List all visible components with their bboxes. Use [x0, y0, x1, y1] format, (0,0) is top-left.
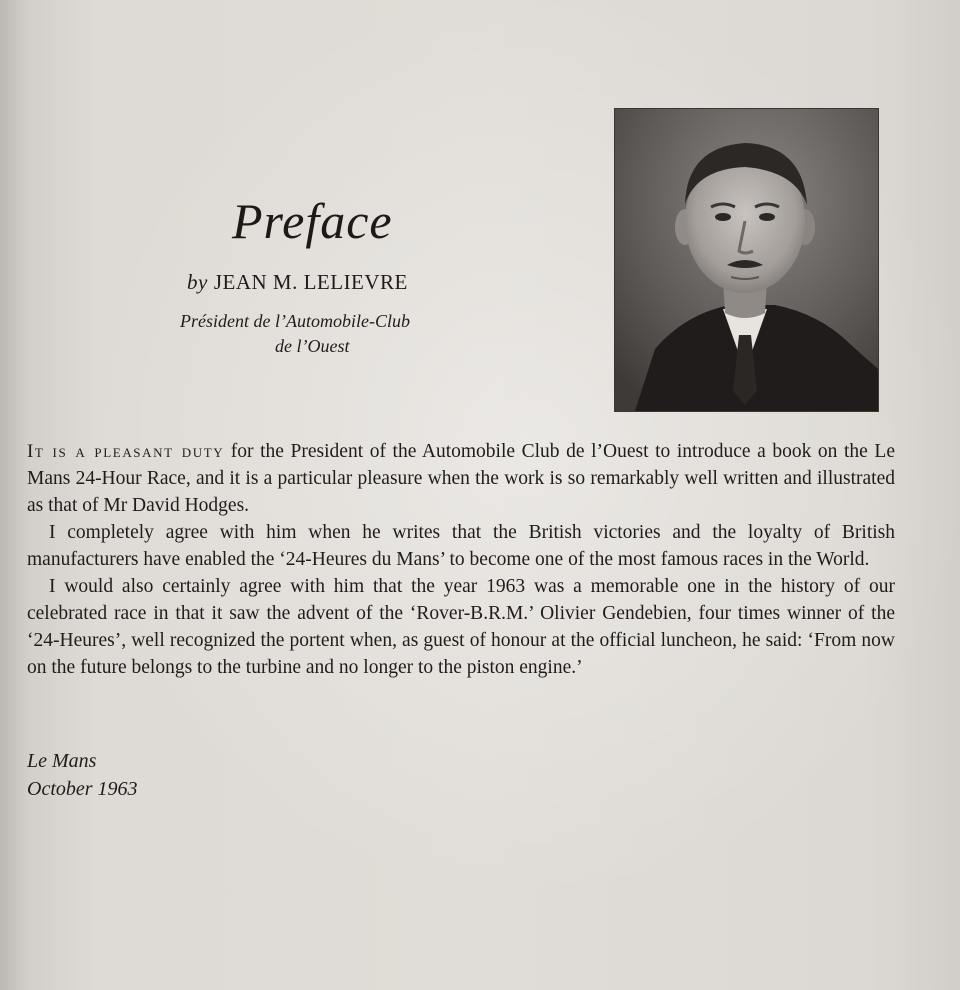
preface-heading: Preface	[232, 193, 393, 249]
author-title-line-1: Président de l’Automobile-Club	[180, 311, 410, 331]
byline	[187, 270, 408, 295]
paragraph-1	[27, 438, 895, 519]
byline-by: by	[187, 270, 208, 294]
author-name: JEAN M. LELIEVRE	[213, 270, 408, 294]
signoff-date: October 1963	[27, 778, 138, 800]
paragraph-3: I would also certainly agree with him that the year 1963 was a memorable one in the history of our celebrated race in that it saw the advent of the ‘Rover-B.R.M.’ Olivier Gendebien, four times winner of the ‘24-Heures’, well recognized the portent when, as guest of honour at the official luncheon, he said: ‘From now on the future belongs to the turbine and no longer to the piston engine.’	[27, 576, 895, 678]
author-title-line-2: de l’Ouest	[275, 336, 350, 356]
author-portrait-photo	[614, 108, 879, 412]
lead-smallcaps: It is a pleasant duty	[27, 441, 225, 462]
paragraph-1-text: for the President of the Automobile Club de l’Ouest to introduce a book on the Le Mans 24-Hour Race, and it is a particular pleasure when the work is so remarkably well written and illustrated as that of Mr David Hodges.	[27, 441, 895, 516]
signoff-place: Le Mans	[27, 750, 97, 772]
paragraph-2: I completely agree with him when he writes that the British victories and the loyalty of British manufacturers have enabled the ‘24-Heures du Mans’ to become one of the most famous races in the World.	[27, 522, 895, 570]
preface-body	[27, 438, 895, 681]
portrait-photo-icon	[615, 109, 878, 411]
